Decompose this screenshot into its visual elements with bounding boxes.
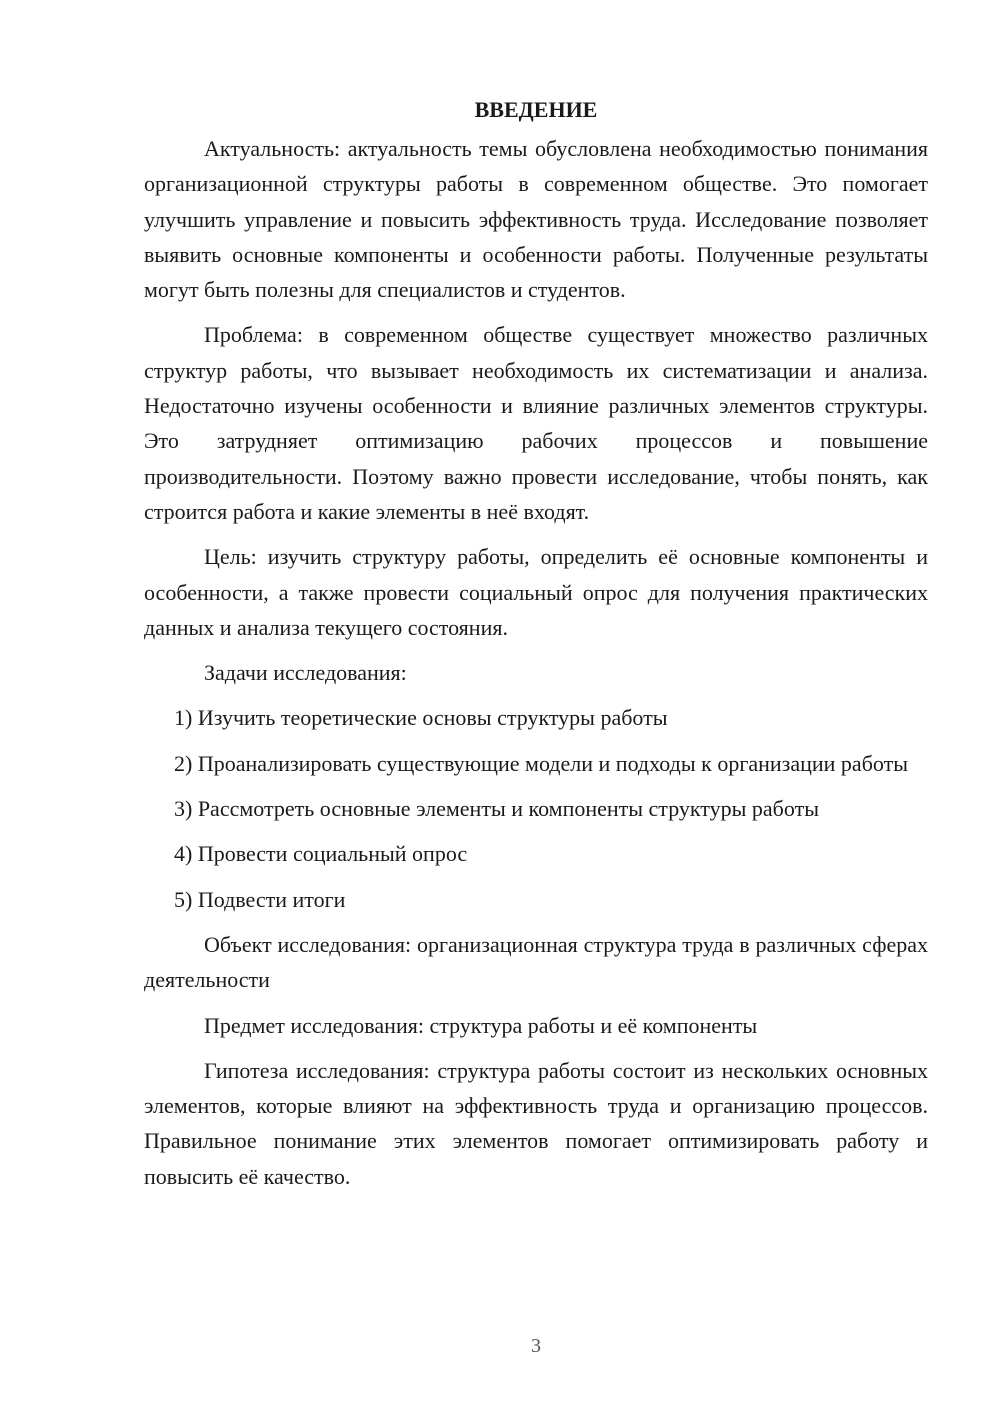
relevance-paragraph: Актуальность: актуальность темы обусловлена необходимостью понимания организационной структуры работы в современном обществе. Это помогает улучшить управление и повысить эффективность труда. Исследование позволяет выявить основные компоненты и особенности работы. Полученные результаты могут быть полезны для специалистов и студентов. [144, 136, 928, 303]
subject-paragraph: Предмет исследования: структура работы и её компоненты [204, 1012, 758, 1038]
task-item-4: 4) Провести социальный опрос [174, 841, 468, 867]
hypothesis-paragraph: Гипотеза исследования: структура работы состоит из нескольких основных элементов, которые влияют на эффективность труда и организацию процессов. Правильное понимание этих элементов помогает оптимизировать работу и повысить её качество. [144, 1057, 928, 1189]
goal-paragraph: Цель: изучить структуру работы, определить её основные компоненты и особенности, а также провести социальный опрос для получения практических данных и анализа текущего состояния. [144, 544, 928, 640]
section-title: ВВЕДЕНИЕ [474, 97, 598, 122]
task-item-2: 2) Проанализировать существующие модели и подходы к организации работы [174, 750, 908, 776]
tasks-heading: Задачи исследования: [204, 660, 407, 686]
task-item-1: 1) Изучить теоретические основы структуры работы [174, 705, 668, 731]
page-body [144, 92, 928, 1204]
page-number: 3 [531, 1335, 541, 1357]
problem-paragraph: Проблема: в современном обществе существует множество различных структур работы, что вызывает необходимость их систематизации и анализа. Недостаточно изучены особенности и влияние различных элементов структуры. Это затрудняет оптимизацию рабочих процессов и повышение производительности. Поэтому важно провести исследование, чтобы понять, как строится работа и какие элементы в неё входят. [144, 322, 928, 524]
task-item-5: 5) Подвести итоги [174, 886, 346, 912]
object-paragraph: Объект исследования: организационная структура труда в различных сферах деятельности [144, 931, 928, 993]
task-item-3: 3) Рассмотреть основные элементы и компоненты структуры работы [174, 796, 819, 822]
